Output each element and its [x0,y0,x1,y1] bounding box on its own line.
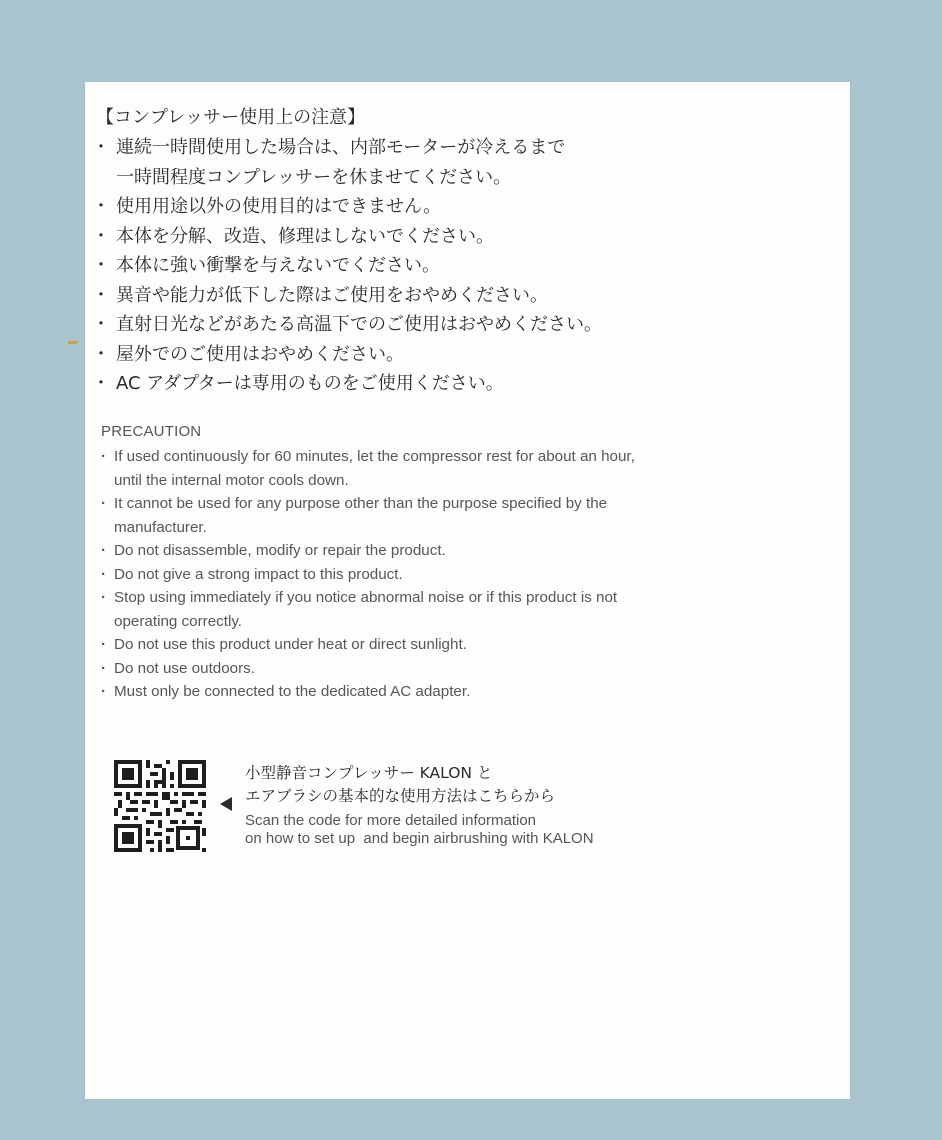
qr-caption-en-line1: Scan the code for more detailed information [245,812,536,829]
en-precaution-list [101,445,661,704]
qr-caption-en [245,812,594,848]
list-item: ・ AC アダプターは専用のものをご使用ください。 [96,369,602,399]
qr-caption-jp-line2: エアブラシの基本的な使用方法はこちらから [245,787,556,805]
list-item: · Stop using immediately if you notice abnormal noise or if this product is not operating correctly. [101,586,661,633]
list-item: · Do not give a strong impact to this product. [101,563,661,587]
jp-section-title: 【コンプレッサー使用上の注意】 [96,107,366,128]
list-item: ・ 本体に強い衝撃を与えないでください。 [96,251,602,281]
qr-caption-jp-line1: 小型静音コンプレッサー KALON と [245,764,493,782]
qr-code-icon[interactable] [114,760,206,852]
list-item: ・ 使用用途以外の使用目的はできません。 [96,192,602,222]
jp-item-text-continued: 一時間程度コンプレッサーを休ませてください。 [116,166,512,188]
list-item: · Do not use this product under heat or direct sunlight. [101,633,661,657]
list-item: · Must only be connected to the dedicated AC adapter. [101,680,661,704]
list-item: · Do not disassemble, modify or repair the product. [101,539,661,563]
list-item: ・ 屋外でのご使用はおやめください。 [96,340,602,370]
qr-caption [245,762,594,848]
jp-precaution-list [96,133,602,399]
list-item: · It cannot be used for any purpose other than the purpose specified by the manufacturer. [101,492,661,539]
jp-item-text: 連続一時間使用した場合は、内部モーターが冷えるまで [116,137,566,158]
highlighter-mark [68,341,78,344]
en-section-title: PRECAUTION [101,423,202,440]
arrow-left-icon [220,797,232,811]
qr-caption-en-line2: on how to set up and begin airbrushing with KALON [245,830,594,847]
list-item: ・ 異音や能力が低下した際はご使用をおやめください。 [96,281,602,311]
list-item: · If used continuously for 60 minutes, let the compressor rest for about an hour, until the internal motor cools down. [101,445,661,492]
list-item [96,133,602,192]
list-item: ・ 直射日光などがあたる高温下でのご使用はおやめください。 [96,310,602,340]
list-item: ・ 本体を分解、改造、修理はしないでください。 [96,222,602,252]
list-item: · Do not use outdoors. [101,657,661,681]
